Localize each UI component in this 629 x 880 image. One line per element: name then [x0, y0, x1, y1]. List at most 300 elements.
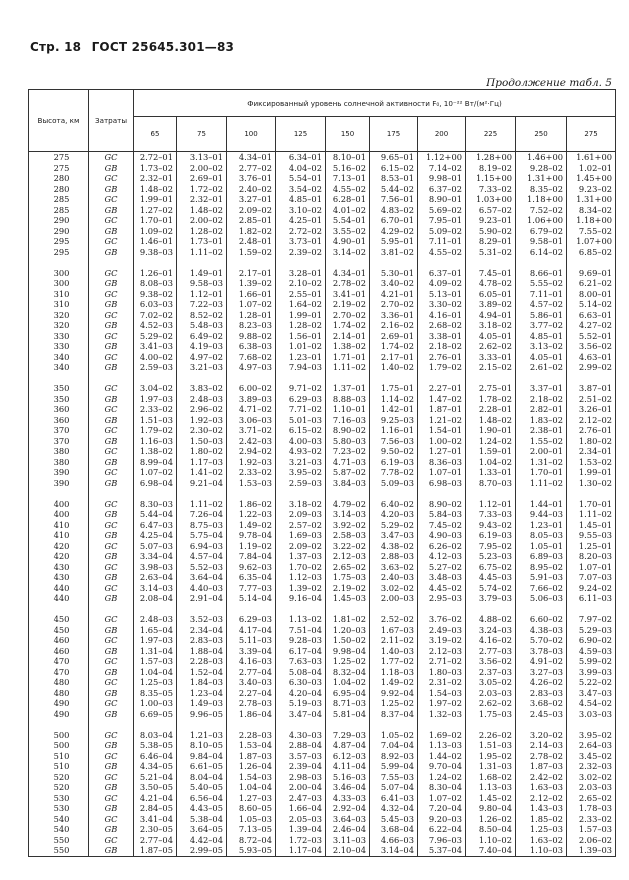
- value-cell: 1.70–01: [567, 499, 616, 510]
- height-cell: 430: [29, 572, 89, 583]
- value-cell: 8.32–04: [326, 667, 370, 678]
- value-cell: 1.61+00: [567, 152, 616, 163]
- value-cell: 9.23–02: [567, 184, 616, 195]
- value-cell: 1.49–02: [227, 520, 276, 531]
- value-cell: 5.52–01: [567, 331, 616, 342]
- value-cell: 8.95–02: [516, 562, 567, 573]
- value-cell: 3.41–01: [326, 289, 370, 300]
- value-cell: 7.23–02: [326, 446, 370, 457]
- value-cell: 1.54–03: [418, 688, 466, 699]
- height-cell: 330: [29, 341, 89, 352]
- value-cell: 7.84–04: [227, 551, 276, 562]
- height-cell: 320: [29, 310, 89, 321]
- table-row: [29, 362, 616, 373]
- value-cell: 1.48–02: [134, 184, 177, 195]
- value-cell: 2.48–03: [177, 394, 227, 405]
- value-cell: 5.44–02: [370, 184, 418, 195]
- value-cell: 4.71–02: [227, 404, 276, 415]
- value-cell: 5.31–02: [466, 247, 516, 258]
- value-cell: 1.45–02: [466, 793, 516, 804]
- value-cell: 2.03–03: [466, 688, 516, 699]
- value-cell: 2.99–02: [567, 362, 616, 373]
- value-cell: 2.88–04: [276, 740, 326, 751]
- value-cell: 1.28–02: [177, 226, 227, 237]
- value-cell: 4.29–02: [370, 226, 418, 237]
- value-cell: 6.21–02: [567, 278, 616, 289]
- value-cell: 1.07–02: [134, 467, 177, 478]
- value-cell: 4.85–01: [276, 194, 326, 205]
- standard-label: ГОСТ 25645.301—83: [91, 40, 235, 54]
- value-cell: 2.19–02: [326, 299, 370, 310]
- value-cell: 7.04–04: [370, 740, 418, 751]
- cost-cell: GB: [89, 184, 134, 195]
- value-cell: 8.34–02: [567, 205, 616, 216]
- height-cell: 285: [29, 194, 89, 205]
- cost-cell: GB: [89, 646, 134, 657]
- value-cell: 2.72–02: [276, 226, 326, 237]
- value-cell: 1.39–03: [567, 845, 616, 856]
- value-cell: 3.46–04: [326, 782, 370, 793]
- value-cell: 9.98–04: [326, 646, 370, 657]
- value-cell: 4.20–03: [370, 509, 418, 520]
- value-cell: 9.70–04: [418, 761, 466, 772]
- value-cell: 6.37–02: [418, 184, 466, 195]
- value-cell: 9.71–02: [276, 383, 326, 394]
- value-cell: 1.44–02: [418, 751, 466, 762]
- value-cell: 3.83–02: [177, 383, 227, 394]
- group-spacer: [29, 257, 616, 268]
- value-cell: 2.32–01: [134, 173, 177, 184]
- value-cell: 3.05–02: [466, 677, 516, 688]
- value-cell: 1.65–04: [134, 625, 177, 636]
- value-cell: 1.80–02: [567, 436, 616, 447]
- value-cell: 6.90–02: [567, 635, 616, 646]
- table-row: [29, 310, 616, 321]
- value-cell: 1.27–01: [418, 446, 466, 457]
- value-cell: 5.99–04: [370, 761, 418, 772]
- value-cell: 1.42–01: [370, 404, 418, 415]
- value-cell: 5.06–03: [516, 593, 567, 604]
- value-cell: 7.14–02: [418, 163, 466, 174]
- height-cell: 420: [29, 541, 89, 552]
- value-cell: 4.21–01: [370, 289, 418, 300]
- value-cell: 1.99–01: [134, 194, 177, 205]
- value-cell: 7.20–04: [418, 803, 466, 814]
- value-cell: 5.99–02: [567, 656, 616, 667]
- value-cell: 4.91–02: [516, 656, 567, 667]
- value-cell: 1.28–01: [227, 310, 276, 321]
- value-cell: 2.76–01: [418, 352, 466, 363]
- height-cell: 295: [29, 236, 89, 247]
- table-row: [29, 215, 616, 226]
- value-cell: 1.32–03: [418, 709, 466, 720]
- value-cell: 1.21–03: [177, 730, 227, 741]
- value-cell: 4.16–02: [466, 635, 516, 646]
- value-cell: 2.92–04: [326, 803, 370, 814]
- cost-cell: GB: [89, 761, 134, 772]
- value-cell: 2.00–02: [177, 163, 227, 174]
- cost-cell: GC: [89, 562, 134, 573]
- value-cell: 3.64–03: [326, 814, 370, 825]
- height-cell: 480: [29, 677, 89, 688]
- value-cell: 1.50–03: [177, 436, 227, 447]
- value-cell: 1.31–04: [134, 646, 177, 657]
- value-cell: 1.05–03: [227, 814, 276, 825]
- value-cell: 2.37–03: [466, 667, 516, 678]
- value-cell: 1.23–04: [177, 688, 227, 699]
- table-row: [29, 772, 616, 783]
- value-cell: 5.70–02: [516, 635, 567, 646]
- value-cell: 2.75–01: [466, 383, 516, 394]
- value-cell: 2.70–02: [370, 299, 418, 310]
- value-cell: 5.48–03: [177, 320, 227, 331]
- value-cell: 2.63–04: [134, 572, 177, 583]
- height-cell: 460: [29, 646, 89, 657]
- height-cell: 520: [29, 772, 89, 783]
- value-cell: 1.11–02: [177, 499, 227, 510]
- value-cell: 2.98–03: [276, 772, 326, 783]
- value-cell: 3.71–02: [227, 425, 276, 436]
- value-cell: 3.02–02: [567, 772, 616, 783]
- table-row: [29, 457, 616, 468]
- value-cell: 4.57–04: [177, 551, 227, 562]
- cost-cell: GC: [89, 730, 134, 741]
- cost-cell: GC: [89, 583, 134, 594]
- value-cell: 5.80–03: [326, 436, 370, 447]
- value-cell: 1.63–03: [516, 782, 567, 793]
- value-cell: 6.03–03: [134, 299, 177, 310]
- cost-cell: GB: [89, 205, 134, 216]
- value-cell: 4.34–01: [326, 268, 370, 279]
- value-cell: 2.19–02: [326, 583, 370, 594]
- value-cell: 1.11–02: [177, 247, 227, 258]
- value-cell: 2.78–03: [227, 698, 276, 709]
- value-cell: 4.30–03: [276, 730, 326, 741]
- table-row: [29, 625, 616, 636]
- cost-cell: GB: [89, 299, 134, 310]
- value-cell: 1.37–03: [276, 551, 326, 562]
- value-cell: 1.95–02: [466, 751, 516, 762]
- value-cell: 1.39–02: [227, 278, 276, 289]
- height-cell: 280: [29, 184, 89, 195]
- value-cell: 4.57–02: [516, 299, 567, 310]
- value-cell: 1.27–03: [227, 793, 276, 804]
- value-cell: 1.16–01: [370, 425, 418, 436]
- table-row: [29, 467, 616, 478]
- cost-cell: GC: [89, 425, 134, 436]
- value-cell: 2.62–02: [466, 341, 516, 352]
- value-cell: 4.01–02: [326, 205, 370, 216]
- col-header-f-175: 175: [370, 117, 418, 152]
- table-row: [29, 793, 616, 804]
- table-row: [29, 394, 616, 405]
- value-cell: 4.79–02: [326, 499, 370, 510]
- value-cell: 3.36–01: [370, 310, 418, 321]
- value-cell: 8.00–01: [567, 289, 616, 300]
- value-cell: 8.10–05: [177, 740, 227, 751]
- value-cell: 1.51–03: [466, 740, 516, 751]
- value-cell: 9.28–02: [516, 163, 567, 174]
- value-cell: 2.28–03: [177, 656, 227, 667]
- value-cell: 3.92–02: [326, 520, 370, 531]
- value-cell: 1.46–01: [134, 236, 177, 247]
- height-cell: 540: [29, 814, 89, 825]
- value-cell: 1.27–02: [134, 205, 177, 216]
- value-cell: 1.09–02: [134, 226, 177, 237]
- value-cell: 8.04–04: [177, 772, 227, 783]
- value-cell: 4.97–02: [177, 352, 227, 363]
- value-cell: 1.50–02: [326, 635, 370, 646]
- height-cell: 450: [29, 625, 89, 636]
- value-cell: 5.16–02: [326, 163, 370, 174]
- height-cell: 390: [29, 467, 89, 478]
- col-header-cost: Затраты: [89, 90, 134, 152]
- value-cell: 2.18–02: [418, 341, 466, 352]
- value-cell: 2.00–03: [370, 593, 418, 604]
- value-cell: 2.55–01: [276, 289, 326, 300]
- cost-cell: GB: [89, 478, 134, 489]
- value-cell: 1.26–04: [227, 761, 276, 772]
- value-cell: 1.17–04: [276, 845, 326, 856]
- table-row: [29, 163, 616, 174]
- value-cell: 2.33–02: [567, 814, 616, 825]
- cost-cell: GB: [89, 394, 134, 405]
- value-cell: 3.47–03: [370, 530, 418, 541]
- value-cell: 3.64–04: [177, 572, 227, 583]
- value-cell: 4.11–04: [326, 761, 370, 772]
- value-cell: 1.99–01: [567, 467, 616, 478]
- value-cell: 8.90–02: [326, 425, 370, 436]
- value-cell: 4.20–04: [276, 688, 326, 699]
- value-cell: 2.70–02: [326, 310, 370, 321]
- value-cell: 1.25–01: [567, 541, 616, 552]
- value-cell: 8.29–01: [466, 236, 516, 247]
- table-row: [29, 646, 616, 657]
- value-cell: 4.25–01: [276, 215, 326, 226]
- value-cell: 2.03–03: [567, 782, 616, 793]
- value-cell: 2.58–03: [326, 530, 370, 541]
- value-cell: 1.75–03: [466, 709, 516, 720]
- value-cell: 1.25–02: [326, 656, 370, 667]
- value-cell: 3.40–02: [370, 278, 418, 289]
- height-cell: 550: [29, 845, 89, 856]
- cost-cell: GB: [89, 320, 134, 331]
- value-cell: 2.17–01: [227, 268, 276, 279]
- value-cell: 1.30–02: [567, 478, 616, 489]
- value-cell: 3.79–03: [466, 593, 516, 604]
- value-cell: 2.30–05: [134, 824, 177, 835]
- height-cell: 480: [29, 688, 89, 699]
- value-cell: 2.39–04: [276, 761, 326, 772]
- table-row: [29, 835, 616, 846]
- height-cell: 490: [29, 698, 89, 709]
- value-cell: 3.56–02: [567, 341, 616, 352]
- value-cell: 4.66–03: [370, 835, 418, 846]
- value-cell: 6.15–02: [370, 163, 418, 174]
- col-header-solar-activity: Фиксированный уровень солнечной активности F₀, 10⁻²² Вт/(м²·Гц): [134, 90, 616, 117]
- col-header-f-75: 75: [177, 117, 227, 152]
- value-cell: 1.11–02: [516, 478, 567, 489]
- value-cell: 5.23–03: [466, 551, 516, 562]
- value-cell: 5.38–05: [134, 740, 177, 751]
- value-cell: 2.65–02: [326, 562, 370, 573]
- value-cell: 3.04–02: [134, 383, 177, 394]
- value-cell: 6.19–03: [466, 530, 516, 541]
- value-cell: 1.48–02: [177, 205, 227, 216]
- value-cell: 2.11–02: [370, 635, 418, 646]
- value-cell: 1.13–03: [466, 782, 516, 793]
- cost-cell: GC: [89, 446, 134, 457]
- value-cell: 1.75–03: [326, 572, 370, 583]
- value-cell: 1.12–03: [276, 572, 326, 583]
- value-cell: 1.46+00: [516, 152, 567, 163]
- value-cell: 1.86–04: [227, 709, 276, 720]
- value-cell: 1.17–03: [177, 457, 227, 468]
- value-cell: 4.09–02: [418, 278, 466, 289]
- value-cell: 1.66–04: [276, 803, 326, 814]
- table-row: [29, 152, 616, 163]
- value-cell: 1.45+00: [567, 173, 616, 184]
- value-cell: 7.94–03: [276, 362, 326, 373]
- cost-cell: GB: [89, 709, 134, 720]
- table-row: [29, 268, 616, 279]
- value-cell: 2.09–03: [276, 509, 326, 520]
- table-row: [29, 341, 616, 352]
- value-cell: 3.26–01: [567, 404, 616, 415]
- value-cell: 8.90–01: [418, 194, 466, 205]
- value-cell: 2.65–02: [567, 793, 616, 804]
- value-cell: 6.46–04: [134, 751, 177, 762]
- value-cell: 6.34–01: [276, 152, 326, 163]
- value-cell: 2.28–01: [466, 404, 516, 415]
- value-cell: 3.98–03: [134, 562, 177, 573]
- cost-cell: GC: [89, 772, 134, 783]
- height-cell: 440: [29, 593, 89, 604]
- value-cell: 7.02–02: [134, 310, 177, 321]
- cost-cell: GC: [89, 835, 134, 846]
- col-header-f-125: 125: [276, 117, 326, 152]
- value-cell: 8.88–03: [326, 394, 370, 405]
- value-cell: 5.01–03: [276, 415, 326, 426]
- table-row: [29, 845, 616, 856]
- cost-cell: GC: [89, 268, 134, 279]
- value-cell: 7.13–01: [326, 173, 370, 184]
- value-cell: 1.83–02: [516, 415, 567, 426]
- value-cell: 4.83–02: [370, 205, 418, 216]
- cost-cell: GB: [89, 625, 134, 636]
- value-cell: 2.76–01: [567, 425, 616, 436]
- value-cell: 5.86–01: [516, 310, 567, 321]
- value-cell: 1.85–02: [516, 814, 567, 825]
- value-cell: 3.39–04: [227, 646, 276, 657]
- value-cell: 1.69–02: [418, 730, 466, 741]
- value-cell: 2.77–04: [134, 835, 177, 846]
- value-cell: 9.80–04: [466, 803, 516, 814]
- value-cell: 1.37–01: [326, 383, 370, 394]
- value-cell: 5.14–02: [567, 299, 616, 310]
- value-cell: 2.72–01: [134, 152, 177, 163]
- value-cell: 5.29–02: [370, 520, 418, 531]
- table-row: [29, 436, 616, 447]
- value-cell: 3.14–03: [326, 509, 370, 520]
- value-cell: 4.00–03: [276, 436, 326, 447]
- value-cell: 6.85–02: [567, 247, 616, 258]
- value-cell: 3.76–01: [227, 173, 276, 184]
- col-header-height: Высота, км: [29, 90, 89, 152]
- value-cell: 6.95–04: [326, 688, 370, 699]
- value-cell: 2.12–02: [516, 793, 567, 804]
- value-cell: 8.90–02: [418, 499, 466, 510]
- value-cell: 3.56–02: [466, 656, 516, 667]
- value-cell: 2.88–03: [370, 551, 418, 562]
- value-cell: 6.29–03: [227, 614, 276, 625]
- value-cell: 2.68–02: [418, 320, 466, 331]
- value-cell: 7.71–02: [276, 404, 326, 415]
- value-cell: 3.76–02: [418, 614, 466, 625]
- value-cell: 8.72–04: [227, 835, 276, 846]
- value-cell: 5.38–04: [177, 814, 227, 825]
- table-row: [29, 289, 616, 300]
- value-cell: 1.44–01: [516, 499, 567, 510]
- table-row: [29, 331, 616, 342]
- value-cell: 8.70–03: [466, 478, 516, 489]
- value-cell: 3.64–05: [177, 824, 227, 835]
- value-cell: 1.04–02: [466, 457, 516, 468]
- value-cell: 1.04–04: [227, 782, 276, 793]
- value-cell: 7.68–02: [227, 352, 276, 363]
- value-cell: 1.68–02: [466, 772, 516, 783]
- value-cell: 8.30–04: [418, 782, 466, 793]
- value-cell: 1.70–01: [134, 215, 177, 226]
- value-cell: 1.15+00: [466, 173, 516, 184]
- value-cell: 6.26–02: [418, 541, 466, 552]
- table-row: [29, 614, 616, 625]
- value-cell: 3.45–02: [567, 751, 616, 762]
- value-cell: 9.25–03: [370, 415, 418, 426]
- value-cell: 2.94–02: [227, 446, 276, 457]
- col-header-f-100: 100: [227, 117, 276, 152]
- table-row: [29, 404, 616, 415]
- cost-cell: GB: [89, 593, 134, 604]
- height-cell: 470: [29, 667, 89, 678]
- col-header-f-225: 225: [466, 117, 516, 152]
- cost-cell: GC: [89, 383, 134, 394]
- value-cell: 1.39–02: [276, 583, 326, 594]
- value-cell: 1.71–01: [326, 352, 370, 363]
- table-row: [29, 677, 616, 688]
- value-cell: 4.63–01: [567, 352, 616, 363]
- value-cell: 1.05–02: [370, 730, 418, 741]
- value-cell: 1.63–02: [516, 835, 567, 846]
- value-cell: 8.71–03: [326, 698, 370, 709]
- cost-cell: GB: [89, 530, 134, 541]
- value-cell: 3.13–01: [177, 152, 227, 163]
- value-cell: 1.45–01: [567, 520, 616, 531]
- cost-cell: GC: [89, 541, 134, 552]
- value-cell: 8.92–03: [370, 751, 418, 762]
- height-cell: 530: [29, 793, 89, 804]
- value-cell: 4.45–03: [466, 572, 516, 583]
- value-cell: 1.70–02: [276, 562, 326, 573]
- height-cell: 390: [29, 478, 89, 489]
- value-cell: 8.60–05: [227, 803, 276, 814]
- value-cell: 3.47–04: [276, 709, 326, 720]
- value-cell: 8.99–04: [134, 457, 177, 468]
- value-cell: 1.31–02: [516, 457, 567, 468]
- value-cell: 5.90–02: [466, 226, 516, 237]
- table-row: [29, 814, 616, 825]
- value-cell: 1.87–05: [134, 845, 177, 856]
